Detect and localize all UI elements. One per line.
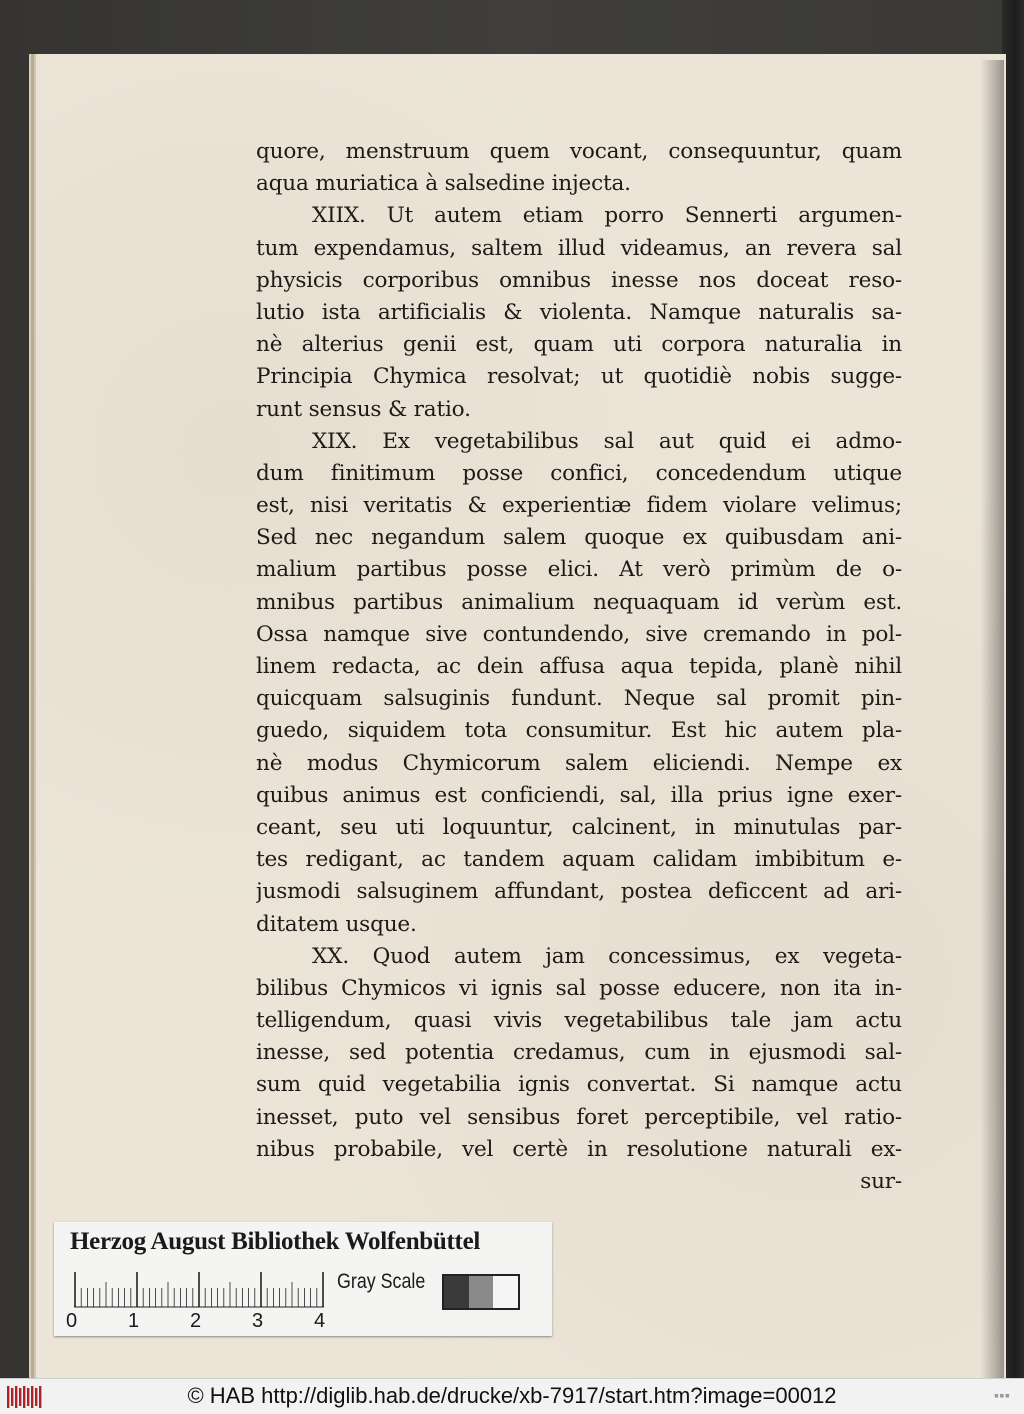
- text-line: lutio ista artificialis & violenta. Namque naturalis sa-: [256, 299, 902, 325]
- gray-swatch: [444, 1276, 469, 1308]
- footer-mini-mark: ▪▪▪: [993, 1391, 1010, 1401]
- text-line: guedo, siquidem tota consumitur. Est hic autem pla-: [256, 718, 902, 744]
- text-line: XIX. Ex vegetabilibus sal aut quid ei admo-: [312, 428, 902, 454]
- copyright-url[interactable]: © HAB http://diglib.hab.de/drucke/xb-7917/start.htm?image=00012: [187, 1383, 837, 1408]
- page-text: [256, 136, 902, 1198]
- text-line: Ossa namque sive contundendo, sive cremando in pol-: [256, 621, 902, 647]
- text-line: nibus probabile, vel certè in resolutione naturali ex-: [256, 1136, 902, 1162]
- text-line: runt sensus & ratio.: [256, 396, 471, 422]
- text-line: nè modus Chymicorum salem eliciendi. Nempe ex: [256, 750, 902, 776]
- gutter-shadow: [980, 60, 1004, 1380]
- gray-scale-swatches: [442, 1274, 520, 1310]
- text-line: malium partibus posse elici. At verò primùm de o-: [256, 557, 902, 583]
- gray-swatch: [493, 1276, 518, 1308]
- text-line: quicquam salsuginis fundunt. Neque sal promit pin-: [256, 686, 902, 712]
- ruler-number: 1: [128, 1310, 140, 1332]
- text-line: Sed nec negandum salem quoque ex quibusdam ani-: [256, 525, 902, 551]
- ruler-numbers: [66, 1310, 346, 1336]
- text-line: quore, menstruum quem vocant, consequuntur, quam: [256, 139, 902, 164]
- text-line: inesset, puto vel sensibus foret perceptibile, vel ratio-: [256, 1104, 902, 1130]
- color-reference-card: [54, 1222, 552, 1336]
- ruler-number: 3: [252, 1310, 264, 1332]
- text-line: mnibus partibus animalium nequaquam id verùm est.: [256, 589, 902, 615]
- text-line: nè alterius genii est, quam uti corpora naturalia in: [256, 332, 902, 358]
- text-line: physicis corporibus omnibus inesse nos doceat reso-: [256, 267, 902, 293]
- gray-scale-label: Gray Scale: [337, 1270, 426, 1293]
- ruler-number: 4: [314, 1310, 326, 1332]
- text-line: sum quid vegetabilia ignis convertat. Si namque actu: [256, 1072, 902, 1098]
- text-line: Principia Chymica resolvat; ut quotidiè nobis sugge-: [256, 364, 902, 390]
- text-line: ceant, seu uti loquuntur, calcinent, in minutulas par-: [256, 814, 902, 840]
- text-line: inesse, sed potentia credamus, cum in ejusmodi sal-: [256, 1040, 902, 1066]
- gray-swatch: [469, 1276, 494, 1308]
- text-line: XIIX. Ut autem etiam porro Sennerti argumen-: [312, 203, 902, 229]
- text-line: linem redacta, ac dein affusa aqua tepida, planè nihil: [256, 654, 902, 679]
- footer-bar: [0, 1378, 1024, 1414]
- text-line: jusmodi salsuginem affundant, postea deficcent ad ari-: [256, 879, 902, 905]
- ruler-number: 2: [190, 1310, 202, 1332]
- cm-ruler: [74, 1272, 324, 1308]
- text-line: tum expendamus, saltem illud videamus, an revera sal: [256, 235, 902, 261]
- text-line: tes redigant, ac tandem aquam calidam imbibitum e-: [256, 847, 902, 873]
- text-line: XX. Quod autem jam concessimus, ex vegeta-: [312, 943, 902, 969]
- text-line: quibus animus est conficiendi, sal, illa prius igne exer-: [256, 782, 902, 808]
- text-line: aqua muriatica à salsedine injecta.: [256, 171, 631, 197]
- text-line: ditatem usque.: [256, 911, 417, 937]
- text-line: telligendum, quasi vivis vegetabilibus tale jam actu: [256, 1008, 902, 1034]
- library-name: Herzog August Bibliothek Wolfenbüttel: [70, 1228, 481, 1255]
- text-line: bilibus Chymicos vi ignis sal posse educere, non ita in-: [256, 975, 902, 1001]
- text-line: dum finitimum posse confici, concedendum utique: [256, 460, 902, 486]
- ruler-number: 0: [66, 1310, 78, 1332]
- text-line: est, nisi veritatis & experientiæ fidem violare velimus;: [256, 493, 902, 519]
- text-line: sur-: [860, 1169, 902, 1194]
